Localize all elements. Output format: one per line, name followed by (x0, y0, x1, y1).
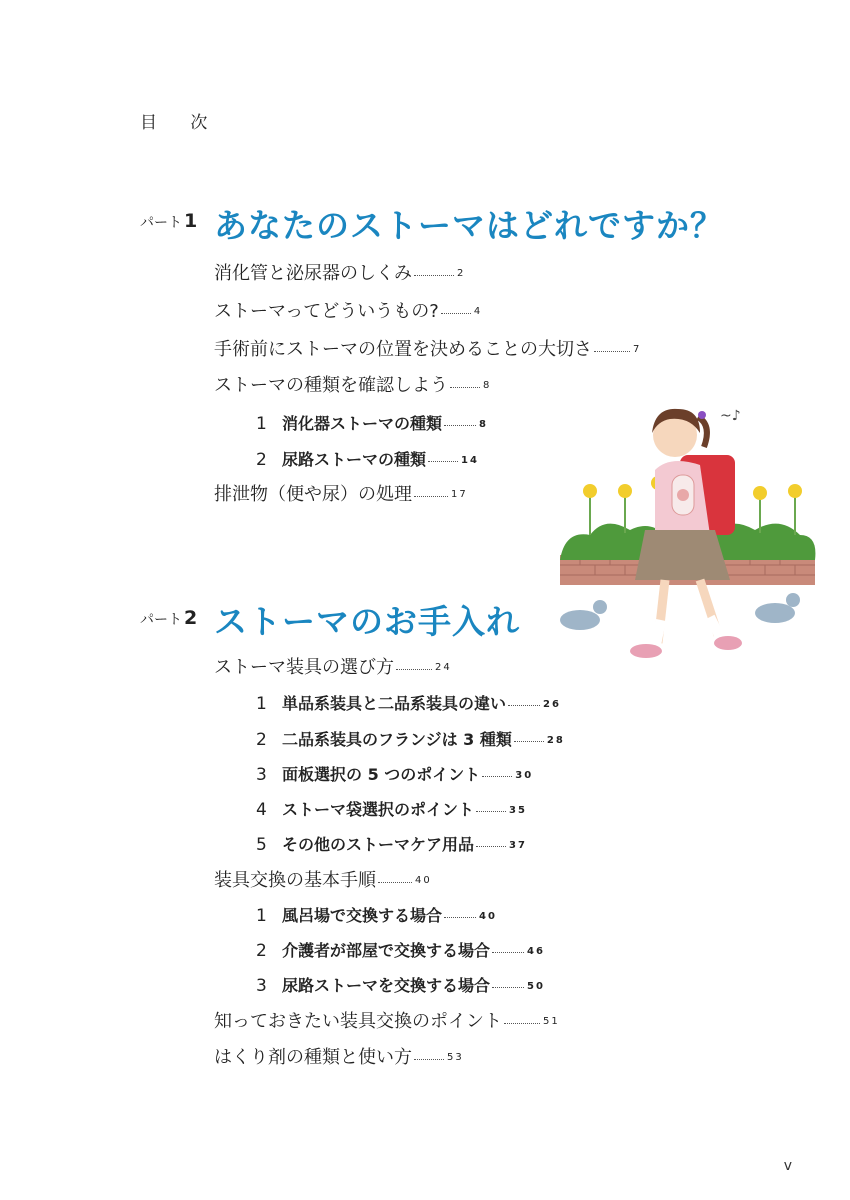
subentry-number: 2 (256, 941, 267, 961)
subentry-number: 1 (256, 414, 267, 434)
toc-entry[interactable] (214, 869, 432, 893)
entry-page: 40 (415, 875, 432, 886)
entry-page: 51 (543, 1016, 560, 1027)
toc-entry[interactable] (214, 1046, 464, 1070)
subentry-number: 2 (256, 730, 267, 750)
part-2-heading: ストーマのお手入れ (214, 602, 520, 641)
entry-page: 14 (461, 454, 479, 466)
entry-page: 46 (527, 945, 545, 957)
subentry-number: 5 (256, 835, 267, 855)
toc-subentry[interactable] (256, 448, 479, 472)
part-label-text: パート (140, 612, 182, 628)
entry-page: 40 (479, 910, 497, 922)
part-2-label (140, 607, 197, 629)
subentry-number: 1 (256, 906, 267, 926)
entry-page: 28 (546, 734, 565, 746)
entry-title: その他のストーマケア用品 (282, 835, 475, 854)
entry-title: ストーマってどういうもの? (214, 301, 439, 322)
toc-subentry[interactable] (256, 763, 533, 787)
entry-title: 風呂場で交換する場合 (282, 906, 443, 925)
entry-title: ストーマ装具の選び方 (214, 657, 394, 678)
entry-page: 37 (509, 839, 527, 851)
part-number: 1 (184, 210, 198, 232)
subentry-number: 1 (256, 694, 267, 714)
pigeons (560, 593, 800, 630)
subentry-number: 3 (256, 765, 267, 785)
entry-title: 排泄物（便や尿）の処理 (214, 484, 412, 505)
schoolgirl-illustration-icon (550, 395, 820, 685)
entry-title: 二品系装具のフランジは 3 種類 (282, 730, 512, 749)
toc-entry[interactable] (214, 300, 482, 324)
toc-subentry[interactable] (256, 728, 565, 752)
toc-subentry[interactable] (256, 904, 497, 928)
toc-subentry[interactable] (256, 798, 527, 822)
entry-title: 面板選択の 5 つのポイント (282, 765, 481, 784)
toc-entry[interactable] (214, 1010, 560, 1034)
toc-entry[interactable] (214, 262, 465, 286)
toc-title: 目 次 (140, 113, 222, 133)
entry-title: はくり剤の種類と使い方 (214, 1047, 412, 1068)
entry-page: 35 (509, 804, 527, 816)
part-label-text: パート (140, 215, 182, 231)
entry-title: 単品系装具と二品系装具の違い (282, 694, 507, 713)
entry-page: 8 (483, 380, 492, 391)
part-1-label (140, 210, 197, 232)
svg-text:~♪: ~♪ (720, 408, 741, 424)
entry-page: 30 (515, 769, 534, 781)
toc-subentry[interactable] (256, 412, 488, 436)
entry-page: 26 (543, 698, 561, 710)
entry-title: 知っておきたい装具交換のポイント (214, 1011, 502, 1032)
entry-page: 50 (527, 980, 545, 992)
toc-entry[interactable] (214, 656, 452, 680)
subentry-number: 3 (256, 976, 267, 996)
entry-title: 消化器ストーマの種類 (282, 414, 443, 433)
toc-subentry[interactable] (256, 692, 561, 716)
part-number: 2 (184, 607, 198, 629)
entry-title: 介護者が部屋で交換する場合 (282, 941, 491, 960)
entry-page: 7 (633, 344, 642, 355)
entry-title: ストーマ袋選択のポイント (282, 800, 475, 819)
entry-title: 装具交換の基本手順 (214, 870, 376, 891)
toc-subentry[interactable] (256, 833, 527, 857)
entry-page: 53 (447, 1052, 464, 1063)
subentry-number: 4 (256, 800, 267, 820)
toc-entry[interactable] (214, 374, 491, 398)
entry-page: 24 (435, 662, 452, 673)
part-1-heading: あなたのストーマはどれですか？ (214, 206, 724, 245)
toc-subentry[interactable] (256, 974, 545, 998)
entry-title: 尿路ストーマの種類 (282, 450, 427, 469)
toc-subentry[interactable] (256, 939, 545, 963)
entry-title: ストーマの種類を確認しよう (214, 375, 448, 396)
entry-page: 2 (457, 268, 466, 279)
entry-page: 17 (451, 489, 468, 500)
entry-title: 消化管と泌尿器のしくみ (214, 263, 412, 284)
entry-title: 尿路ストーマを交換する場合 (282, 976, 491, 995)
toc-entry[interactable] (214, 338, 641, 362)
girl (630, 408, 742, 658)
entry-page: 8 (479, 418, 488, 430)
subentry-number: 2 (256, 450, 267, 470)
page-number: v (783, 1158, 792, 1174)
toc-entry[interactable] (214, 483, 468, 507)
entry-title: 手術前にストーマの位置を決めることの大切さ (214, 339, 592, 360)
entry-page: 4 (473, 306, 483, 317)
